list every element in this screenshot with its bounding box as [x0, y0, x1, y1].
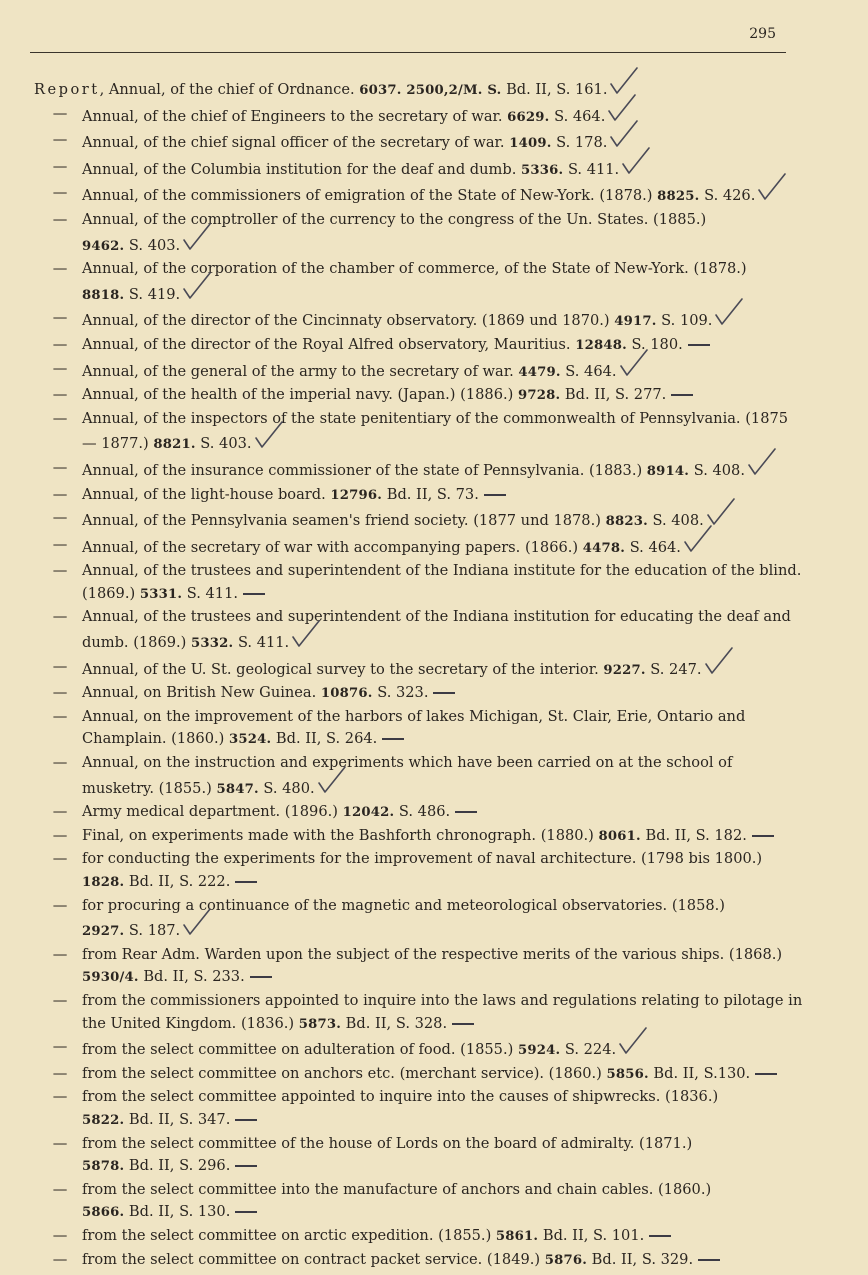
ditto-dash: — [52, 1180, 68, 1198]
index-entry [0, 560, 868, 606]
ditto-dash: — [52, 157, 68, 175]
index-entry [0, 990, 868, 1036]
ditto-dash: — [52, 409, 68, 427]
ditto-dash: — [52, 1088, 68, 1106]
dash-mark-icon [452, 808, 480, 816]
catalog-number: 5331. [139, 586, 183, 602]
entry-reference [343, 803, 481, 820]
dash-mark-icon [668, 391, 696, 399]
volume-page-ref: S. 426. [699, 187, 756, 205]
volume-page-ref: S. 480. [258, 779, 315, 797]
ditto-dash: — [52, 991, 68, 1009]
entry-title: Annual, on the improvement of the harbors of lakes Michigan, St. Clair, Erie, Ontario and Champlain. (1860.) [82, 707, 746, 748]
checkmark-icon [317, 775, 345, 797]
entry-title: Annual, of the director of the Royal Alfred observatory, Mauritius. [82, 335, 576, 353]
entry-reference [359, 81, 637, 98]
ditto-dash: — [52, 1038, 68, 1056]
entry-title: from the select committee on anchors etc. (merchant service). (1860.) [82, 1064, 607, 1082]
volume-page-ref: S. 247. [645, 660, 702, 678]
catalog-number: 1409. [509, 136, 552, 152]
index-entry [0, 682, 868, 706]
ditto-dash: — [52, 535, 68, 553]
entry-reference [545, 1251, 723, 1268]
ditto-dash: — [52, 896, 68, 914]
volume-page-ref: S. 464. [560, 362, 617, 380]
catalog-number: 6037. 2500,2/M. S. [359, 83, 502, 98]
dash-mark-icon [232, 1162, 260, 1170]
ditto-dash: — [52, 1064, 68, 1082]
index-entry [0, 209, 868, 258]
index-entry [0, 825, 868, 849]
entry-reference [153, 435, 281, 452]
catalog-number: 12848. [575, 337, 627, 353]
checkmark-icon [182, 917, 210, 939]
volume-page-ref: Bd. II, S.130. [648, 1064, 751, 1082]
catalog-number: 5878. [82, 1159, 125, 1175]
page-number: 295 [749, 26, 776, 42]
entry-title: Annual, of the insurance commissioner of the state of Pennsylvania. (1883.) [82, 461, 647, 479]
entry-reference [518, 1041, 646, 1058]
entry-title: Annual, of the inspectors of the state penitentiary of the commonwealth of Pennsylvania. (1875 — 1877.) [82, 409, 789, 453]
ditto-dash: — [52, 684, 68, 702]
index-entry [0, 156, 868, 183]
entry-reference [599, 827, 777, 844]
entry-title: from the select committee on arctic expedition. (1855.) [82, 1226, 496, 1244]
catalog-number: 8821. [153, 437, 196, 453]
dash-mark-icon [430, 689, 458, 697]
ditto-dash: — [52, 1226, 68, 1244]
volume-page-ref: S. 411. [233, 634, 290, 652]
entry-reference [82, 922, 210, 939]
index-entry [0, 1086, 868, 1132]
index-entry [0, 848, 868, 894]
ditto-dash: — [52, 850, 68, 868]
index-entry [0, 103, 868, 130]
entry-reference [140, 585, 268, 602]
entry-title: for procuring a continuance of the magnetic and meteorological observatories. (1858.) [82, 896, 725, 914]
volume-page-ref: S. 323. [372, 684, 429, 702]
index-entry [0, 507, 868, 534]
entry-title: Annual, of the health of the imperial navy. (Japan.) (1886.) [82, 386, 518, 404]
entry-title: Annual, of the light-house board. [82, 485, 331, 503]
entry-title: Annual, of the trustees and superintendent of the Indiana institute for the education of the blind. (1869.) [82, 562, 802, 602]
entry-title: Annual, of the director of the Cincinnaty observatory. (1869 und 1870.) [82, 312, 615, 330]
catalog-number: 2927. [82, 924, 125, 940]
ditto-dash: — [52, 458, 68, 476]
entry-title: Annual, of the chief signal officer of the secretary of war. [82, 134, 510, 152]
catalog-number: 5924. [517, 1043, 561, 1059]
volume-page-ref: Bd. II, S. 296. [124, 1157, 231, 1175]
catalog-number: 8825. [657, 189, 700, 205]
catalog-number: 5822. [82, 1112, 125, 1128]
index-entry [0, 1133, 868, 1179]
entry-reference [518, 363, 646, 380]
ditto-dash: — [52, 803, 68, 821]
ditto-dash: — [52, 945, 68, 963]
index-entry [0, 408, 868, 457]
volume-page-ref: Bd. II, S. 347. [124, 1110, 231, 1128]
dash-mark-icon [449, 1020, 477, 1028]
catalog-number: 8061. [598, 828, 641, 844]
dash-mark-icon [481, 491, 509, 499]
entry-title: Annual, on British New Guinea. [82, 684, 321, 702]
entry-reference [496, 1227, 674, 1244]
index-entry [0, 384, 868, 408]
heading-word: Report [34, 81, 100, 98]
index-entry [0, 706, 868, 752]
dash-mark-icon [695, 1256, 723, 1264]
ditto-dash: — [52, 608, 68, 626]
checkmark-icon [182, 232, 210, 254]
entry-title: Annual, of the U. St. geological survey to the secretary of the interior. [82, 660, 604, 678]
checkmark-icon [619, 358, 647, 380]
checkmark-icon [747, 457, 775, 479]
volume-page-ref: S. 464. [549, 107, 606, 125]
checkmark-icon [182, 281, 210, 303]
ditto-dash: — [52, 260, 68, 278]
catalog-number: 4479. [518, 364, 561, 380]
volume-page-ref: S. 486. [394, 803, 451, 821]
entry-title: for conducting the experiments for the improvement of naval architecture. (1798 bis 1800.) [82, 850, 763, 868]
entry-title: Annual, of the corporation of the chamber of commerce, of the State of New-York. (1878.) [82, 260, 747, 278]
dash-mark-icon [749, 832, 777, 840]
dash-mark-icon [232, 1116, 260, 1124]
checkmark-icon [621, 156, 649, 178]
entry-title: Report, Annual, of the chief of Ordnance. [34, 81, 360, 98]
catalog-number: 9227. [603, 662, 646, 678]
entry-reference [82, 1111, 260, 1128]
ditto-dash: — [52, 754, 68, 772]
catalog-number: 5856. [606, 1066, 649, 1082]
ditto-dash: — [52, 509, 68, 527]
checkmark-icon [291, 629, 319, 651]
index-entry [0, 307, 868, 334]
index-entry [0, 484, 868, 508]
catalog-number: 8818. [82, 287, 125, 303]
volume-page-ref: S. 187. [124, 922, 181, 940]
entry-title: from Rear Adm. Warden upon the subject of the respective merits of the various ships. (1868.) [82, 945, 783, 963]
ditto-dash: — [52, 104, 68, 122]
ditto-dash: — [52, 210, 68, 228]
index-entry [0, 334, 868, 358]
ditto-dash: — [52, 184, 68, 202]
catalog-number: 5873. [298, 1016, 342, 1032]
catalog-number: 5930/4. [82, 970, 139, 986]
dash-mark-icon [232, 878, 260, 886]
index-entries [0, 76, 868, 1272]
entry-title: from the commissioners appointed to inquire into the laws and regulations relating to pilotage in the United Kingdom. (1836.) [82, 991, 803, 1032]
index-entry [0, 1225, 868, 1249]
ditto-dash: — [52, 386, 68, 404]
index-entry [0, 752, 868, 801]
entry-title: Annual, of the trustees and superintendent of the Indiana institution for educating the deaf and dumb. (1869.) [82, 608, 791, 652]
ditto-dash: — [52, 1134, 68, 1152]
dash-mark-icon [379, 735, 407, 743]
catalog-number: 5861. [495, 1228, 539, 1244]
ditto-dash: — [52, 335, 68, 353]
index-entry [0, 606, 868, 655]
dash-mark-icon [752, 1070, 780, 1078]
entry-title: from the select committee of the house of Lords on the board of admiralty. (1871.) [82, 1134, 693, 1152]
catalog-number: 5332. [191, 636, 234, 652]
entry-title: Annual, of the general of the army to the secretary of war. [82, 362, 519, 380]
index-entry [0, 129, 868, 156]
volume-page-ref: S. 403. [195, 435, 252, 453]
entry-reference [606, 512, 734, 529]
index-entry [0, 895, 868, 944]
volume-page-ref: Bd. II, S. 130. [124, 1203, 231, 1221]
dash-mark-icon [240, 590, 268, 598]
volume-page-ref: Bd. II, S. 222. [124, 873, 231, 890]
ditto-dash: — [52, 131, 68, 149]
entry-reference [521, 161, 649, 178]
catalog-number: 12796. [330, 487, 383, 503]
index-entry [0, 358, 868, 385]
header-rule [30, 52, 786, 53]
entry-title: Annual, of the comptroller of the currency to the congress of the Un. States. (1885.) [82, 210, 707, 228]
ditto-dash: — [52, 707, 68, 725]
volume-page-ref: S. 419. [124, 285, 181, 303]
index-entry [0, 1063, 868, 1087]
volume-page-ref: Bd. II, S. 182. [640, 826, 747, 844]
volume-page-ref: S. 408. [647, 512, 704, 530]
checkmark-icon [254, 430, 282, 452]
entry-reference [607, 1065, 781, 1082]
catalog-number: 3524. [228, 732, 272, 748]
ditto-dash: — [52, 359, 68, 377]
checkmark-icon [683, 534, 711, 556]
entry-reference [647, 462, 775, 479]
entry-reference [657, 187, 785, 204]
entry-reference [82, 237, 210, 254]
catalog-number: 10876. [320, 686, 373, 702]
ditto-dash: — [52, 562, 68, 580]
catalog-number: 12042. [342, 805, 395, 821]
index-entry [0, 76, 868, 103]
entry-reference [82, 1203, 260, 1220]
index-entry [0, 944, 868, 990]
entry-title: Army medical department. (1896.) [82, 803, 343, 821]
entry-title: Annual, on the instruction and experiments which have been carried on at the school of musketry. (1855.) [82, 754, 733, 797]
entry-reference [330, 486, 508, 503]
index-entry [0, 656, 868, 683]
ditto-dash: — [52, 485, 68, 503]
index-entry [0, 182, 868, 209]
entry-title: Final, on experiments made with the Bashforth chronograph. (1880.) [82, 826, 599, 844]
dash-mark-icon [685, 341, 713, 349]
volume-page-ref: S. 109. [656, 312, 713, 330]
entry-reference [614, 312, 742, 329]
entry-title: from the select committee appointed to inquire into the causes of shipwrecks. (1836.) [82, 1088, 719, 1106]
volume-page-ref: Bd. II, S. 328. [341, 1014, 448, 1032]
dash-mark-icon [646, 1232, 674, 1240]
dash-mark-icon [232, 1208, 260, 1216]
ditto-dash: — [52, 309, 68, 327]
index-entry [0, 801, 868, 825]
volume-page-ref: S. 411. [182, 584, 238, 602]
checkmark-icon [714, 307, 742, 329]
entry-reference [82, 873, 260, 890]
entry-reference [518, 386, 696, 403]
index-entry [0, 534, 868, 561]
entry-reference [299, 1015, 477, 1032]
catalog-number: 9462. [82, 238, 125, 254]
catalog-number: 4917. [614, 314, 657, 330]
entry-title: from the select committee into the manufacture of anchors and chain cables. (1860.) [82, 1180, 712, 1198]
checkmark-icon [704, 656, 732, 678]
entry-reference [229, 730, 407, 747]
entry-title: Annual, of the commissioners of emigration of the State of New-York. (1878.) [82, 187, 658, 205]
volume-page-ref: S. 180. [626, 335, 683, 353]
volume-page-ref: Bd. II, S. 264. [271, 730, 378, 748]
catalog-number: 9728. [517, 388, 561, 404]
entry-title: from the select committee on contract packet service. (1849.) [82, 1250, 545, 1268]
volume-page-ref: S. 403. [124, 236, 181, 254]
index-entry [0, 457, 868, 484]
catalog-number: 8823. [605, 514, 648, 530]
entry-reference [82, 1157, 260, 1174]
catalog-number: 4478. [582, 540, 626, 556]
ditto-dash: — [52, 657, 68, 675]
volume-page-ref: Bd. II, S. 277. [560, 386, 667, 404]
entry-reference [583, 539, 711, 556]
entry-reference [191, 634, 319, 651]
catalog-number: 5847. [216, 781, 259, 797]
volume-page-ref: S. 224. [560, 1041, 617, 1059]
entry-title: Annual, of the secretary of war with accompanying papers. (1866.) [82, 538, 583, 556]
entry-reference [321, 684, 459, 701]
entry-title: Annual, of the chief of Engineers to the secretary of war. [82, 107, 508, 125]
dash-mark-icon [247, 973, 275, 981]
catalog-number: 6629. [507, 109, 550, 125]
entry-reference [216, 780, 344, 797]
entry-reference [82, 968, 275, 985]
entry-reference [82, 286, 210, 303]
catalog-number: 1828. [82, 875, 125, 890]
checkmark-icon [618, 1036, 646, 1058]
ditto-dash: — [52, 826, 68, 844]
index-entry [0, 1249, 868, 1273]
checkmark-icon [757, 182, 785, 204]
index-entry [0, 1036, 868, 1063]
volume-page-ref: Bd. II, S. 161. [501, 81, 608, 98]
entry-reference [603, 661, 731, 678]
entry-title: from the select committee on adulteration of food. (1855.) [82, 1041, 518, 1059]
entry-reference [509, 134, 637, 151]
entry-title: Annual, of the Pennsylvania seamen's friend society. (1877 und 1878.) [82, 512, 606, 530]
volume-page-ref: S. 408. [689, 461, 745, 479]
volume-page-ref: Bd. II, S. 329. [587, 1250, 694, 1268]
catalog-number: 8914. [646, 463, 690, 479]
volume-page-ref: S. 178. [551, 134, 608, 152]
volume-page-ref: S. 411. [563, 160, 620, 178]
entry-title: Annual, of the Columbia institution for the deaf and dumb. [82, 160, 522, 178]
ditto-dash: — [52, 1250, 68, 1268]
catalog-number: 5876. [544, 1252, 588, 1268]
volume-page-ref: Bd. II, S. 233. [138, 968, 245, 986]
volume-page-ref: Bd. II, S. 101. [538, 1226, 645, 1244]
index-entry [0, 1179, 868, 1225]
catalog-number: 5336. [521, 162, 564, 178]
volume-page-ref: S. 464. [625, 538, 681, 556]
volume-page-ref: Bd. II, S. 73. [382, 485, 479, 503]
catalog-number: 5866. [82, 1205, 125, 1221]
